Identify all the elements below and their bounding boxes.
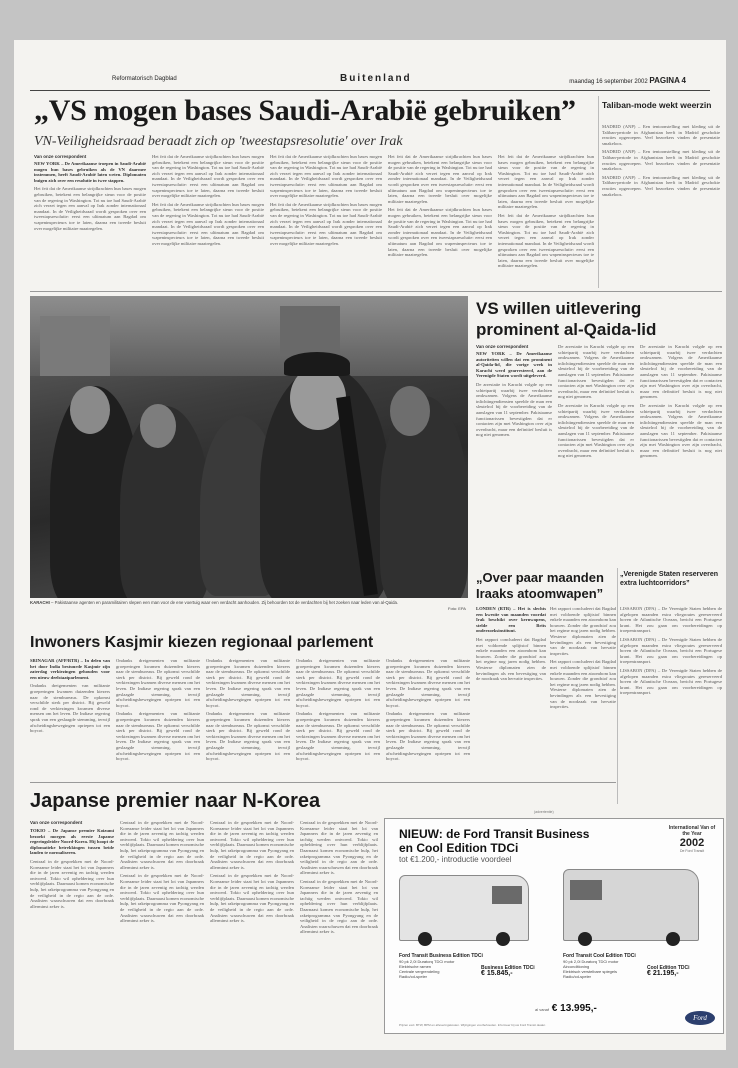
ad-title — [399, 827, 589, 855]
story4-body-cont8: Ondanks dreigementen van militante groeperingen kwamen duizenden kiezers naar de stembureaus. De opkomst verschilde sterk per district. Bij geweld rond de verkiezingen kwamen diverse mensen om het leven. De Indiase regering sprak van een geslaagde stemming, terwijl afscheidingsbewegingen opriepen tot een boycot. — [386, 711, 470, 762]
story2-body-cont4: De arrestatie in Karachi volgde op een schietpartij waarbij twee verdachten omkwamen. Volgens de Amerikaanse inlichtingendiensten speelde de man een sleutelrol bij de voorbereiding van de aanslagen van 11 september. Pakistaanse functionarissen bevestigden dat er contacten zijn met Washington over zijn overdracht, maar een definitief besluit is nog niet genomen. — [640, 402, 722, 459]
story5-col1 — [30, 828, 114, 1040]
story4-body-cont3: Ondanks dreigementen van militante groeperingen kwamen duizenden kiezers naar de stembureaus. De opkomst verschilde sterk per district. Bij geweld rond de verkiezingen kwamen diverse mensen om het leven. De Indiase regering sprak van een geslaagde stemming, terwijl afscheidingsbewegingen opriepen tot een boycot. — [206, 658, 290, 708]
story3-body: Het rapport concludeert dat Bagdad met voldoende splijtstof binnen enkele maanden een atoombom kan bouwen. Zonder die grondstof zou het regime nog jaren nodig hebben. Westerse diplomaten zien de bevindingen als een bevestiging van de noodzaak van hervatte inspecties. — [476, 636, 546, 682]
story5-col2 — [120, 820, 204, 1040]
sidebar-top-headline: Taliban-mode wekt weerzin — [602, 100, 712, 110]
van-image-right — [563, 869, 699, 941]
van-of-the-year-logo — [667, 825, 717, 853]
story1-col5 — [498, 154, 594, 287]
sidebar-top-body-cont2: MADRID (ANP) – Een tentoonstelling met kleding uit de Taliban-periode in Afghanistan heeft in Madrid geschokte reacties opgeroepen. Veel bezoekers vinden de presentatie smakeloos. — [602, 174, 720, 197]
van-image-left — [399, 875, 529, 941]
ad-subtitle: tot €1.200,- introductie voordeel — [399, 855, 512, 864]
right-model-price-box — [647, 965, 717, 976]
spec-right-item: 90 pk 2,0l Duratorq TDCi motor — [563, 959, 619, 964]
left-model-title: Ford Transit Business Edition TDCi — [399, 953, 483, 959]
paper-name: Reformatorisch Dagblad — [112, 76, 177, 82]
story1-col3 — [270, 154, 382, 287]
story5-body-cont3: Centraal in de gesprekken met de Noord-Koreaanse leider staat het lot van Japanners die in de jaren zeventig en tachtig werden ontvoerd. Tokio wil opheldering over hun verblijfplaats. Daarnaast komen economische hulp, het raketprogramma van Pyongyang en de veiligheid in de regio aan de orde. Analisten waarschuwen dat een doorbraak allerminst zeker is. — [210, 820, 294, 870]
spec-left-item: Elektrische ramen — [399, 964, 432, 969]
story5-body-cont4: Centraal in de gesprekken met de Noord-Koreaanse leider staat het lot van Japanners die in de jaren zeventig en tachtig werden ontvoerd. Tokio wil opheldering over hun verblijfplaats. Daarnaast komen economische hulp, het raketprogramma van Pyongyang en de veiligheid in de regio aan de orde. Analisten waarschuwen dat een doorbraak allerminst zeker is. — [210, 873, 294, 924]
story2-headline: VS willen uitlevering prominent al-Qaida-lid — [476, 299, 657, 339]
story4-col3 — [206, 658, 290, 776]
story1-body: Het feit dat de Amerikaanse strijdkrachten hun bases mogen gebruiken, betekent een belangrijke steun voor de positie van de regering in Washington. Tot nu toe had Saudi-Arabië zich verzet tegen een aanval op Irak zonder internationaal mandaat. In de Veiligheidsraad wordt gesproken over een tweestapsresolutie: eerst een ultimatum aan Bagdad om wapeninspecteurs toe te laten, daarna een tweede besluit over mogelijke militaire maatregelen. — [34, 186, 146, 231]
story1-body-cont5: Het feit dat de Amerikaanse strijdkrachten hun bases mogen gebruiken, betekent een belangrijke steun voor de positie van de regering in Washington. Tot nu toe had Saudi-Arabië zich verzet tegen een aanval op Irak zonder internationaal mandaat. In de Veiligheidsraad wordt gesproken over een tweestapsresolutie: eerst een ultimatum aan Bagdad om wapeninspecteurs toe te laten, daarna een tweede besluit over mogelijke militaire maatregelen. — [388, 154, 492, 204]
spec-right-item: Elektrisch verstelbare spiegels — [563, 969, 618, 974]
story4-body-cont7: Ondanks dreigementen van militante groeperingen kwamen duizenden kiezers naar de stembureaus. De opkomst verschilde sterk per district. Bij geweld rond de verkiezingen kwamen diverse mensen om het leven. De Indiase regering sprak van een geslaagde stemming, terwijl afscheidingsbewegingen opriepen tot een boycot. — [386, 658, 470, 708]
story2-col3 — [640, 344, 722, 563]
left-model-price: € 15.845,- — [481, 970, 513, 977]
spec-left-item: Radio/cd-speler — [399, 974, 428, 979]
story1-body-cont7: Het feit dat de Amerikaanse strijdkrachten hun bases mogen gebruiken, betekent een belangrijke steun voor de positie van de regering in Washington. Tot nu toe had Saudi-Arabië zich verzet tegen een aanval op Irak zonder internationaal mandaat. In de Veiligheidsraad wordt gesproken over een tweestapsresolutie: eerst een ultimatum aan Bagdad om wapeninspecteurs toe te laten, daarna een tweede besluit over mogelijke militaire maatregelen. — [498, 154, 594, 210]
photo-building — [280, 306, 340, 356]
ad-title-line2: en Cool Edition TDCi — [399, 841, 519, 855]
newspaper-page — [14, 40, 726, 1050]
story2-body-cont2: De arrestatie in Karachi volgde op een schietpartij waarbij twee verdachten omkwamen. Volgens de Amerikaanse inlichtingendiensten speelde de man een sleutelrol bij de voorbereiding van de aanslagen van 11 september. Pakistaanse functionarissen bevestigden dat er contacten zijn met Washington over zijn overdracht, maar een definitief besluit is nog niet genomen. — [558, 402, 634, 459]
story4-col1 — [30, 658, 110, 776]
page-label: PAGINA — [649, 76, 680, 85]
from-price-value: € 13.995,- — [551, 1003, 597, 1014]
story1-body-cont2: Het feit dat de Amerikaanse strijdkrachten hun bases mogen gebruiken, betekent een belangrijke steun voor de positie van de regering in Washington. Tot nu toe had Saudi-Arabië zich verzet tegen een aanval op Irak zonder internationaal mandaat. In de Veiligheidsraad wordt gesproken over een tweestapsresolutie: eerst een ultimatum aan Bagdad om wapeninspecteurs toe te laten, daarna een tweede besluit over mogelijke militaire maatregelen. — [152, 201, 264, 246]
van-wheel — [666, 932, 680, 946]
photo-face — [140, 404, 176, 448]
advertisement-label: (advertentie) — [534, 810, 554, 814]
story4-lead: SRINAGAR (AFP/RTR) – In delen van het door India bestuurde Kasjmir zijn zaterdag verkiezingen gehouden voor een nieuw deelstaatparlement. — [30, 658, 110, 680]
column-rule — [598, 96, 599, 288]
logo-caption: De Ford Transit — [679, 849, 705, 853]
page-number: 4 — [681, 76, 686, 85]
story1-body-cont: Het feit dat de Amerikaanse strijdkrachten hun bases mogen gebruiken, betekent een belangrijke steun voor de positie van de regering in Washington. Tot nu toe had Saudi-Arabië zich verzet tegen een aanval op Irak zonder internationaal mandaat. In de Veiligheidsraad wordt gesproken over een tweestapsresolutie: eerst een ultimatum aan Bagdad om wapeninspecteurs toe te laten, daarna een tweede besluit over mogelijke militaire maatregelen. — [152, 154, 264, 199]
caption-place: KARACHI — [30, 600, 50, 605]
photo-beret — [284, 352, 350, 376]
story1-body-cont3: Het feit dat de Amerikaanse strijdkrachten hun bases mogen gebruiken, betekent een belangrijke steun voor de positie van de regering in Washington. Tot nu toe had Saudi-Arabië zich verzet tegen een aanval op Irak zonder internationaal mandaat. In de Veiligheidsraad wordt gesproken over een tweestapsresolutie: eerst een ultimatum aan Bagdad om wapeninspecteurs toe te laten, daarna een tweede besluit over mogelijke militaire maatregelen. — [270, 154, 382, 199]
logo-year: 2002 — [679, 837, 705, 849]
story2-col2 — [558, 344, 634, 563]
story2-body-cont3: De arrestatie in Karachi volgde op een schietpartij waarbij twee verdachten omkwamen. Volgens de Amerikaanse inlichtingendiensten speelde de man een sleutelrol bij de voorbereiding van de aanslagen van 11 september. Pakistaanse functionarissen bevestigden dat er contacten zijn met Washington over zijn overdracht, maar een definitief besluit is nog niet genomen. — [640, 344, 722, 400]
story4-body-cont: Ondanks dreigementen van militante groeperingen kwamen duizenden kiezers naar de stembureaus. De opkomst verschilde sterk per district. Bij geweld rond de verkiezingen kwamen diverse mensen om het leven. De Indiase regering sprak van een geslaagde stemming, terwijl afscheidingsbewegingen opriepen tot een boycot. — [116, 658, 200, 708]
story5-body-cont6: Centraal in de gesprekken met de Noord-Koreaanse leider staat het lot van Japanners die in de jaren zeventig en tachtig werden ontvoerd. Tokio wil opheldering over hun verblijfplaats. Daarnaast komen economische hulp, het raketprogramma van Pyongyang en de veiligheid in de regio aan de orde. Analisten waarschuwen dat een doorbraak allerminst zeker is. — [300, 878, 378, 935]
story5-headline: Japanse premier naar N-Korea — [30, 790, 321, 812]
story4-headline: Inwoners Kasjmir kiezen regionaal parlement — [30, 634, 374, 651]
story4-body-cont2: Ondanks dreigementen van militante groeperingen kwamen duizenden kiezers naar de stembureaus. De opkomst verschilde sterk per district. Bij geweld rond de verkiezingen kwamen diverse mensen om het leven. De Indiase regering sprak van een geslaagde stemming, terwijl afscheidingsbewegingen opriepen tot een boycot. — [116, 711, 200, 762]
story4-body-cont4: Ondanks dreigementen van militante groeperingen kwamen duizenden kiezers naar de stembureaus. De opkomst verschilde sterk per district. Bij geweld rond de verkiezingen kwamen diverse mensen om het leven. De Indiase regering sprak van een geslaagde stemming, terwijl afscheidingsbewegingen opriepen tot een boycot. — [206, 711, 290, 762]
van-window — [492, 886, 522, 904]
ad-title-line1: NIEUW: de Ford Transit Business — [399, 827, 590, 841]
photo-face — [390, 386, 430, 436]
page-date — [569, 76, 686, 85]
story3-col1 — [476, 606, 546, 766]
photo-face — [70, 386, 110, 434]
story3-body-cont: Het rapport concludeert dat Bagdad met voldoende splijtstof binnen enkele maanden een atoombom kan bouwen. Zonder die grondstof zou het regime nog jaren nodig hebben. Westerse diplomaten zien de bevindingen als een bevestiging van de noodzaak van hervatte inspecties. — [550, 606, 616, 656]
van-wheel — [578, 932, 592, 946]
story5-col3 — [210, 820, 294, 1040]
news-photo — [30, 296, 468, 598]
story1-deck: VN-Veiligheidsraad beraadt zich op 'tweestapsresolutie' over Irak — [34, 134, 403, 149]
ad-fine-print: Prijzen excl. BTW, BPM en afleveringskosten. Wijzigingen voorbehouden. Informeer bij uw Ford Transit dealer. — [399, 1023, 546, 1027]
story5-body: Centraal in de gesprekken met de Noord-Koreaanse leider staat het lot van Japanners die in de jaren zeventig en tachtig werden ontvoerd. Tokio wil opheldering over hun verblijfplaats. Daarnaast komen economische hulp, het raketprogramma van Pyongyang en de veiligheid in de regio aan de orde. Analisten waarschuwen dat een doorbraak allerminst zeker is. — [30, 858, 114, 909]
story2-lead: NEW YORK – De Amerikaanse autoriteiten willen dat een prominent al-Qaida-lid, die vorige week in Karachi werd gearresteerd, aan de Verenigde Staten wordt uitgeleverd. — [476, 351, 552, 379]
logo-title: International Van of the Year — [668, 825, 716, 837]
section-rule — [30, 782, 616, 783]
story4-col4 — [296, 658, 380, 776]
date: maandag 16 september 2002 — [569, 79, 648, 85]
story1-byline: Van onze correspondent — [34, 154, 87, 159]
story5-body-cont: Centraal in de gesprekken met de Noord-Koreaanse leider staat het lot van Japanners die in de jaren zeventig en tachtig werden ontvoerd. Tokio wil opheldering over hun verblijfplaats. Daarnaast komen economische hulp, het raketprogramma van Pyongyang en de veiligheid in de regio aan de orde. Analisten waarschuwen dat een doorbraak allerminst zeker is. — [120, 820, 204, 870]
story1-col1 — [34, 161, 146, 287]
story5-body-cont5: Centraal in de gesprekken met de Noord-Koreaanse leider staat het lot van Japanners die in de jaren zeventig en tachtig werden ontvoerd. Tokio wil opheldering over hun verblijfplaats. Daarnaast komen economische hulp, het raketprogramma van Pyongyang en de veiligheid in de regio aan de orde. Analisten waarschuwen dat een doorbraak allerminst zeker is. — [300, 820, 378, 876]
left-model-price-box — [481, 965, 551, 976]
spec-left-item: Centrale vergrendeling — [399, 969, 440, 974]
sidebar-us-headline: „Verenigde Staten reserveren extra luchtcorridors” — [620, 571, 719, 587]
story1-headline: „VS mogen bases Saudi-Arabië gebruiken” — [34, 94, 576, 127]
left-model-name: Business Edition TDCi — [481, 965, 535, 971]
column-rule — [617, 568, 618, 804]
section-rule — [30, 291, 722, 292]
story1-lead: NEW YORK – De Amerikaanse troepen in Saudi-Arabië mogen hun bases gebruiken als de VN daarmee instemmen, heeft Saudi-Arabië laten weten. Diplomaten buigen zich over een resolutie in twee stappen. — [34, 161, 146, 183]
right-model-price: € 21.195,- — [647, 970, 679, 977]
spec-right-item: Airconditioning — [563, 964, 590, 969]
sidebar-top-body-cont: MADRID (ANP) – Een tentoonstelling met kleding uit de Taliban-periode in Afghanistan heeft in Madrid geschokte reacties opgeroepen. Veel bezoekers vinden de presentatie smakeloos. — [602, 149, 720, 172]
story3-headline: „Over paar maanden Iraaks atoomwapen” — [476, 570, 604, 601]
story4-col5 — [386, 658, 470, 776]
story3-body-cont2: Het rapport concludeert dat Bagdad met voldoende splijtstof binnen enkele maanden een atoombom kan bouwen. Zonder die grondstof zou het regime nog jaren nodig hebben. Westerse diplomaten zien de bevindingen als een bevestiging van de noodzaak van hervatte inspecties. — [550, 659, 616, 710]
story5-byline: Van onze correspondent — [30, 820, 83, 825]
story4-body-cont6: Ondanks dreigementen van militante groeperingen kwamen duizenden kiezers naar de stembureaus. De opkomst verschilde sterk per district. Bij geweld rond de verkiezingen kwamen diverse mensen om het leven. De Indiase regering sprak van een geslaagde stemming, terwijl afscheidingsbewegingen opriepen tot een boycot. — [296, 711, 380, 762]
story4-body-cont5: Ondanks dreigementen van militante groeperingen kwamen duizenden kiezers naar de stembureaus. De opkomst verschilde sterk per district. Bij geweld rond de verkiezingen kwamen diverse mensen om het leven. De Indiase regering sprak van een geslaagde stemming, terwijl afscheidingsbewegingen opriepen tot een boycot. — [296, 658, 380, 708]
sidebar-top-text — [602, 124, 720, 288]
van-window — [570, 880, 602, 900]
from-label: al vanaf — [535, 1007, 550, 1012]
sidebar-top-body: MADRID (ANP) – Een tentoonstelling met kleding uit de Taliban-periode in Afghanistan heeft in Madrid geschokte reacties opgeroepen. Veel bezoekers vinden de presentatie smakeloos. — [602, 124, 720, 146]
sidebar-us-text — [620, 606, 722, 796]
story1-body-cont8: Het feit dat de Amerikaanse strijdkrachten hun bases mogen gebruiken, betekent een belangrijke steun voor de positie van de regering in Washington. Tot nu toe had Saudi-Arabië zich verzet tegen een aanval op Irak zonder internationaal mandaat. In de Veiligheidsraad wordt gesproken over een tweestapsresolutie: eerst een ultimatum aan Bagdad om wapeninspecteurs toe te laten, daarna een tweede besluit over mogelijke militaire maatregelen. — [498, 212, 594, 269]
photo-building — [40, 316, 110, 376]
sidebar-us-body-cont: LISSABON (DPA) – De Verenigde Staten hebben de afgelopen maanden extra vliegroutes gereserveerd boven de Atlantische Oceaan, bericht een Portugese krant. Het zou gaan om voorbereidingen op troepentransport. — [620, 636, 722, 665]
story2-col1 — [476, 351, 552, 563]
story1-body-cont6: Het feit dat de Amerikaanse strijdkrachten hun bases mogen gebruiken, betekent een belangrijke steun voor de positie van de regering in Washington. Tot nu toe had Saudi-Arabië zich verzet tegen een aanval op Irak zonder internationaal mandaat. In de Veiligheidsraad wordt gesproken over een tweestapsresolutie: eerst een ultimatum aan Bagdad om wapeninspecteurs toe te laten, daarna een tweede besluit over mogelijke militaire maatregelen. — [388, 207, 492, 258]
van-wheel — [418, 932, 432, 946]
story5-col4 — [300, 820, 378, 1040]
right-model-name: Cool Edition TDCi — [647, 965, 690, 971]
masthead — [30, 74, 710, 88]
story2-body: De arrestatie in Karachi volgde op een schietpartij waarbij twee verdachten omkwamen. Volgens de Amerikaanse inlichtingendiensten speelde de man een sleutelrol bij de voorbereiding van de aanslagen van 11 september. Pakistaanse functionarissen bevestigden dat er contacten zijn met Washington over zijn overdracht, maar een definitief besluit is nog niet genomen. — [476, 381, 552, 438]
sidebar-us-body-cont2: LISSABON (DPA) – De Verenigde Staten hebben de afgelopen maanden extra vliegroutes gereserveerd boven de Atlantische Oceaan, bericht een Portugese krant. Het zou gaan om voorbereidingen op troepentransport. — [620, 667, 722, 696]
right-model-title: Ford Transit Cool Edition TDCi — [563, 953, 636, 959]
photo-caption: KARACHI – Pakistaanse agenten en paramilitairen slepen een man voor de ene voertuig waar een verdacht aanhouden. Zij behoorden tot de verdachten bij het zoeken naar leden van al-Qaida. — [30, 600, 399, 605]
ford-logo[interactable]: Ford — [685, 1011, 715, 1025]
story5-body-cont2: Centraal in de gesprekken met de Noord-Koreaanse leider staat het lot van Japanners die in de jaren zeventig en tachtig werden ontvoerd. Tokio wil opheldering over hun verblijfplaats. Daarnaast komen economische hulp, het raketprogramma van Pyongyang en de veiligheid in de regio aan de orde. Analisten waarschuwen dat een doorbraak allerminst zeker is. — [120, 873, 204, 924]
story1-col4 — [388, 154, 492, 287]
masthead-rule — [30, 90, 710, 91]
story4-col2 — [116, 658, 200, 776]
spec-right-item: Radio/cd-speler — [563, 974, 592, 979]
caption-text: Pakistaanse agenten en paramilitairen slepen een man voor de ene voertuig waar een verdacht aanhouden. Zij behoorden tot de verdachten bij het zoeken naar leden van al-Qaida. — [54, 600, 399, 605]
story5-lead: TOKIO – De Japanse premier Koizumi bezoekt morgen als eerste Japanse regeringsleider Noord-Korea. Hij hoopt de diplomatieke betrekkingen tussen beide landen te normaliseren. — [30, 828, 114, 856]
from-price — [535, 1003, 597, 1014]
ford-advertisement[interactable] — [384, 818, 724, 1034]
story3-col2 — [550, 606, 616, 766]
story2-byline: Van onze correspondent — [476, 344, 529, 349]
story2-body-cont: De arrestatie in Karachi volgde op een schietpartij waarbij twee verdachten omkwamen. Volgens de Amerikaanse inlichtingendiensten speelde de man een sleutelrol bij de voorbereiding van de aanslagen van 11 september. Pakistaanse functionarissen bevestigden dat er contacten zijn met Washington over zijn overdracht, maar een definitief besluit is nog niet genomen. — [558, 344, 634, 400]
story1-body-cont4: Het feit dat de Amerikaanse strijdkrachten hun bases mogen gebruiken, betekent een belangrijke steun voor de positie van de regering in Washington. Tot nu toe had Saudi-Arabië zich verzet tegen een aanval op Irak zonder internationaal mandaat. In de Veiligheidsraad wordt gesproken over een tweestapsresolutie: eerst een ultimatum aan Bagdad om wapeninspecteurs toe te laten, daarna een tweede besluit over mogelijke militaire maatregelen. — [270, 201, 382, 246]
story3-lead: LONDEN (RTR) – Het is slechts een kwestie van maanden voordat Irak beschikt over kernwapens, stelde een Brits onderzoeksinstituut. — [476, 606, 546, 634]
van-wheel — [496, 932, 510, 946]
photo-credit: Foto: EPA — [448, 606, 466, 611]
story4-body: Ondanks dreigementen van militante groeperingen kwamen duizenden kiezers naar de stembureaus. De opkomst verschilde sterk per district. Bij geweld rond de verkiezingen kwamen diverse mensen om het leven. De Indiase regering sprak van een geslaagde stemming, terwijl afscheidingsbewegingen opriepen tot een boycot. — [30, 683, 110, 734]
sidebar-us-body: LISSABON (DPA) – De Verenigde Staten hebben de afgelopen maanden extra vliegroutes gereserveerd boven de Atlantische Oceaan, bericht een Portugese krant. Het zou gaan om voorbereidingen op troepentransport. — [620, 606, 722, 634]
spec-left-item: 90 pk 2,0l Duratorq TDCi motor — [399, 959, 455, 964]
story1-col2 — [152, 154, 264, 287]
section-name: Buitenland — [340, 73, 412, 84]
